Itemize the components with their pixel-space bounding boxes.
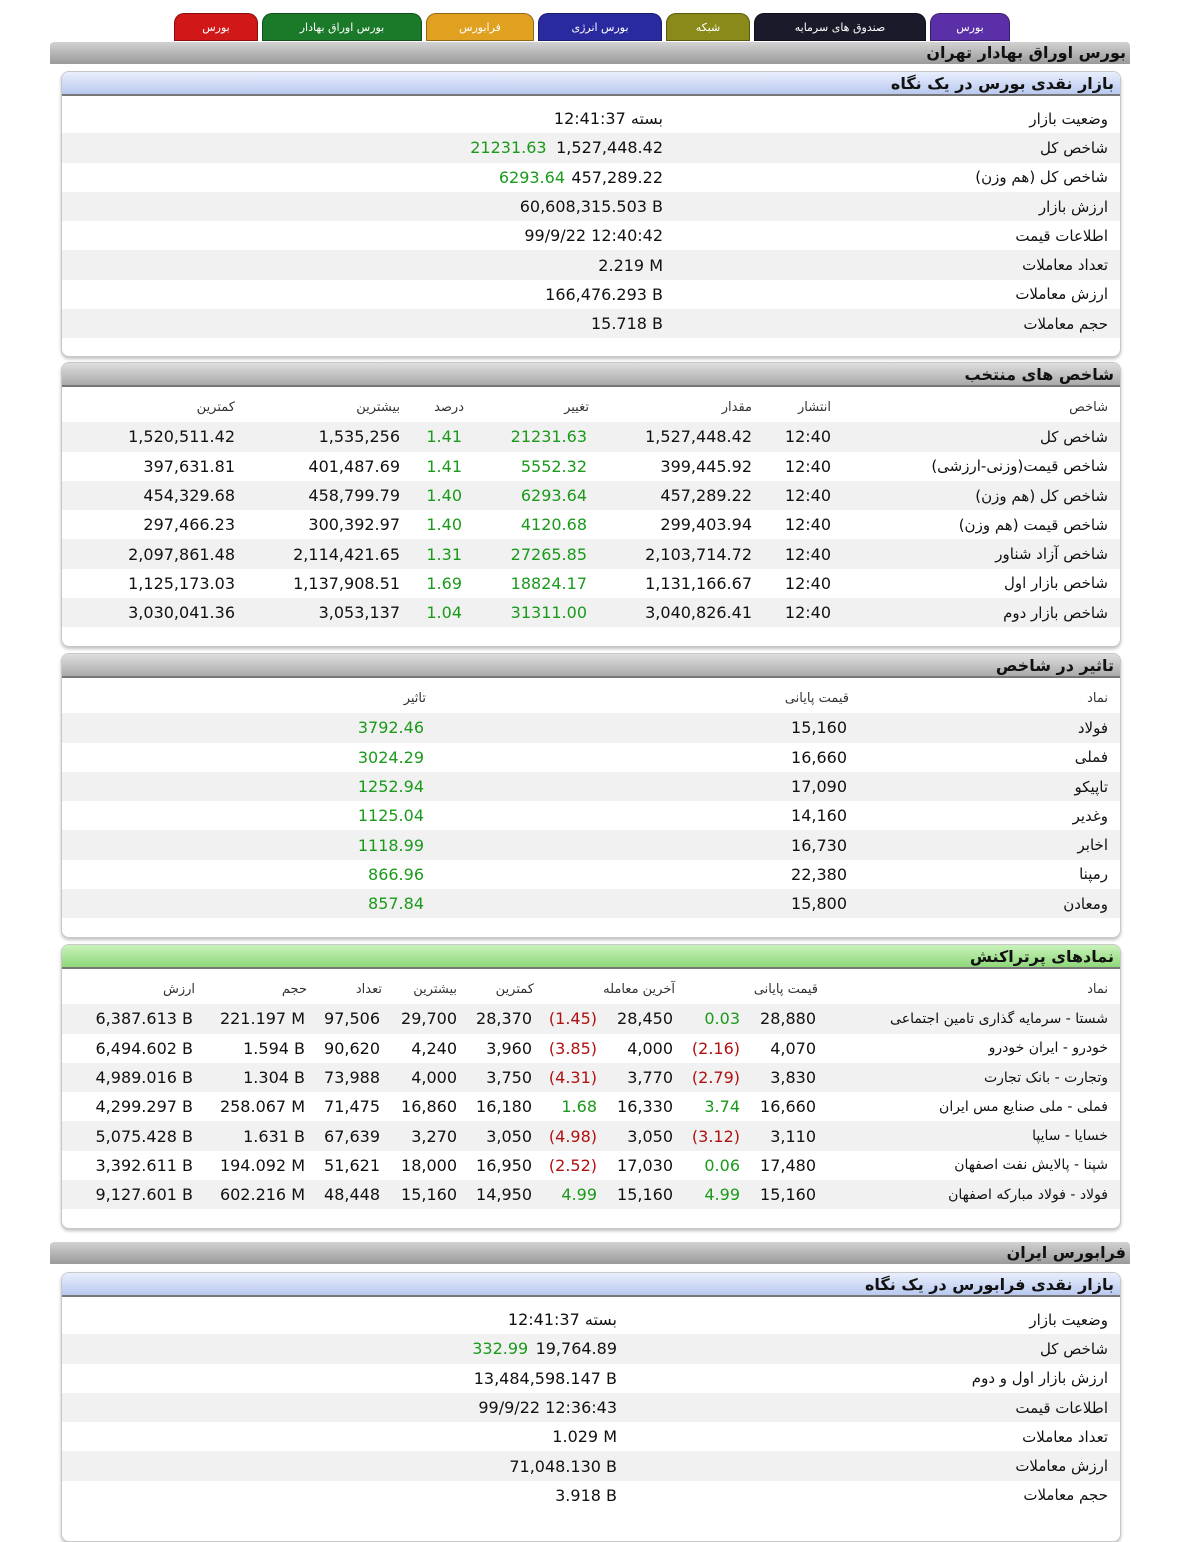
index-time: 12:40 — [784, 515, 831, 535]
index-time: 12:40 — [784, 427, 831, 447]
row-value: 1,527,448.42 — [556, 138, 663, 158]
active-count: 97,506 — [324, 1009, 380, 1029]
col-header-effect: تاثیر — [403, 691, 426, 707]
impact-symbol: رمپنا — [1079, 865, 1108, 884]
index-min: 3,030,041.36 — [128, 603, 235, 623]
section-title: بورس اوراق بهادار تهران — [926, 43, 1126, 62]
table-row — [62, 539, 1120, 568]
col-header-min: کمترین — [196, 400, 235, 416]
impact-close: 14,160 — [791, 806, 847, 826]
active-last-change: (3.85) — [548, 1038, 597, 1058]
glance-row — [62, 309, 1120, 338]
active-value: 9,127.601 B — [95, 1185, 193, 1205]
row-label: اطلاعات قیمت — [1015, 1398, 1108, 1417]
active-last-change: (2.52) — [548, 1155, 597, 1175]
col-header-name: شاخص — [1069, 400, 1108, 416]
active-symbol: خسایا - سایپا — [1032, 1128, 1108, 1145]
impact-header-row — [62, 684, 1120, 713]
active-max: 18,000 — [401, 1155, 457, 1175]
index-name: شاخص قیمت(وزنی-ارزشی) — [931, 457, 1108, 476]
active-close-change: (3.12) — [691, 1126, 740, 1146]
index-change: 4120.68 — [520, 515, 587, 535]
panel-title: بازار نقدی فرابورس در یک نگاه — [62, 1273, 1120, 1297]
tab-5[interactable]: فرابورس — [426, 13, 534, 41]
tab-1[interactable]: بورس — [930, 13, 1010, 41]
tab-6[interactable]: بورس اوراق بهادار — [262, 13, 422, 41]
active-min: 3,750 — [486, 1068, 532, 1088]
col-header-last: آخرین معامله — [603, 982, 675, 998]
glance-row — [62, 1451, 1120, 1480]
glance-row — [62, 1305, 1120, 1334]
index-value: 3,040,826.41 — [645, 603, 752, 623]
indices-table — [62, 387, 1120, 627]
row-value: 457,289.22 — [571, 167, 663, 187]
glance-row — [62, 104, 1120, 133]
impact-close: 16,660 — [791, 747, 847, 767]
active-close-change: (2.16) — [691, 1038, 740, 1058]
index-pct: 1.31 — [426, 544, 462, 564]
table-row — [62, 889, 1120, 918]
active-header-row — [62, 975, 1120, 1004]
active-value: 4,299.297 B — [95, 1097, 193, 1117]
row-value: 60,608,315.503 B — [519, 197, 663, 217]
impact-symbol: تاپیکو — [1074, 777, 1108, 796]
active-last-change: 4.99 — [561, 1185, 597, 1205]
impact-symbol: اخابر — [1077, 836, 1108, 855]
panel-impact — [61, 653, 1121, 938]
index-time: 12:40 — [784, 603, 831, 623]
table-row — [62, 452, 1120, 481]
index-change: 5552.32 — [520, 456, 587, 476]
index-min: 1,520,511.42 — [128, 427, 235, 447]
section-header-tse — [50, 42, 1130, 64]
row-label: تعداد معاملات — [1022, 1427, 1108, 1446]
active-last: 15,160 — [617, 1185, 673, 1205]
glance-row — [62, 163, 1120, 192]
active-volume: 221.197 M — [219, 1009, 305, 1029]
active-last-change: (4.98) — [548, 1126, 597, 1146]
index-min: 454,329.68 — [143, 486, 235, 506]
index-change: 31311.00 — [510, 603, 587, 623]
active-count: 71,475 — [324, 1097, 380, 1117]
active-last: 17,030 — [617, 1155, 673, 1175]
row-value: 1.029 M — [552, 1427, 617, 1447]
active-min: 28,370 — [476, 1009, 532, 1029]
impact-symbol: ومعادن — [1063, 894, 1108, 913]
col-header-max: بیشترین — [356, 400, 400, 416]
tab-2[interactable]: صندوق های سرمایه — [754, 13, 926, 41]
row-value: 13,484,598.147 B — [473, 1368, 617, 1388]
active-volume: 602.216 M — [219, 1185, 305, 1205]
indices-header-row — [62, 393, 1120, 422]
row-value: 2.219 M — [598, 255, 663, 275]
active-max: 3,270 — [411, 1126, 457, 1146]
active-max: 29,700 — [401, 1009, 457, 1029]
glance-row — [62, 1364, 1120, 1393]
active-last: 3,050 — [627, 1126, 673, 1146]
index-max: 3,053,137 — [318, 603, 400, 623]
index-value: 1,131,166.67 — [645, 573, 752, 593]
active-last: 16,330 — [617, 1097, 673, 1117]
table-row — [62, 569, 1120, 598]
index-min: 397,631.81 — [143, 456, 235, 476]
index-max: 1,137,908.51 — [293, 573, 400, 593]
table-row — [62, 1063, 1120, 1092]
table-row — [62, 1092, 1120, 1121]
active-last: 4,000 — [627, 1038, 673, 1058]
active-close: 16,660 — [760, 1097, 816, 1117]
glance-row — [62, 1334, 1120, 1363]
glance-table — [62, 96, 1120, 338]
impact-effect: 1118.99 — [357, 835, 424, 855]
active-count: 67,639 — [324, 1126, 380, 1146]
section-header-ifb — [50, 1242, 1130, 1264]
row-change: 332.99 — [472, 1339, 529, 1359]
table-row — [62, 860, 1120, 889]
table-row — [62, 481, 1120, 510]
tab-4[interactable]: بورس انرژی — [538, 13, 662, 41]
active-close-change: 0.03 — [704, 1009, 740, 1029]
row-value: 15.718 B — [590, 314, 663, 334]
row-label: ارزش بازار — [1038, 197, 1108, 216]
active-close-change: 4.99 — [704, 1185, 740, 1205]
glance-table — [62, 1297, 1120, 1510]
col-header-close: قیمت پایانی — [784, 691, 849, 707]
impact-symbol: فولاد — [1077, 718, 1108, 737]
index-max: 300,392.97 — [308, 515, 400, 535]
glance-row — [62, 192, 1120, 221]
index-name: شاخص قیمت (هم وزن) — [958, 515, 1108, 534]
active-last-change: (4.31) — [548, 1068, 597, 1088]
active-close: 3,110 — [770, 1126, 816, 1146]
row-label: اطلاعات قیمت — [1015, 226, 1108, 245]
table-row — [62, 1004, 1120, 1033]
impact-close: 17,090 — [791, 777, 847, 797]
market-tabs — [160, 13, 1010, 43]
index-max: 1,535,256 — [318, 427, 400, 447]
table-row — [62, 743, 1120, 772]
active-max: 15,160 — [401, 1185, 457, 1205]
active-close: 15,160 — [760, 1185, 816, 1205]
active-close: 4,070 — [770, 1038, 816, 1058]
glance-row — [62, 221, 1120, 250]
active-max: 16,860 — [401, 1097, 457, 1117]
row-value: 71,048.130 B — [509, 1456, 617, 1476]
row-label: ارزش بازار اول و دوم — [971, 1369, 1108, 1388]
impact-effect: 1252.94 — [357, 777, 424, 797]
active-last-change: 1.68 — [561, 1097, 597, 1117]
index-pct: 1.40 — [426, 486, 462, 506]
row-value: 99/9/22 12:40:42 — [524, 226, 663, 246]
index-pct: 1.40 — [426, 515, 462, 535]
table-row — [62, 510, 1120, 539]
active-close-change: (2.79) — [691, 1068, 740, 1088]
index-pct: 1.41 — [426, 456, 462, 476]
panel-title: نمادهای پرتراکنش — [62, 945, 1120, 969]
active-count: 90,620 — [324, 1038, 380, 1058]
active-min: 16,950 — [476, 1155, 532, 1175]
table-row — [62, 801, 1120, 830]
active-symbol: خودرو - ایران خودرو — [988, 1040, 1108, 1057]
active-close-change: 3.74 — [704, 1097, 740, 1117]
active-value: 6,494.602 B — [95, 1038, 193, 1058]
active-close: 17,480 — [760, 1155, 816, 1175]
impact-close: 15,160 — [791, 718, 847, 738]
index-time: 12:40 — [784, 486, 831, 506]
col-header-value: ارزش — [162, 982, 195, 998]
glance-row — [62, 133, 1120, 162]
row-label: شاخص کل — [1039, 138, 1108, 157]
impact-close: 22,380 — [791, 864, 847, 884]
index-value: 299,403.94 — [660, 515, 752, 535]
active-value: 4,989.016 B — [95, 1068, 193, 1088]
active-symbol: شستا - سرمایه گذاری تامین اجتماعی — [890, 1010, 1108, 1027]
col-header-symbol: نماد — [1087, 982, 1108, 998]
active-count: 73,988 — [324, 1068, 380, 1088]
index-change: 18824.17 — [510, 573, 587, 593]
col-header-volume: حجم — [281, 982, 307, 998]
active-volume: 194.092 M — [219, 1155, 305, 1175]
table-row — [62, 1180, 1120, 1209]
row-value: بسته 12:41:37 — [553, 109, 663, 129]
row-value: 166,476.293 B — [545, 284, 663, 304]
index-min: 297,466.23 — [143, 515, 235, 535]
col-header-max: بیشترین — [413, 982, 457, 998]
index-max: 401,487.69 — [308, 456, 400, 476]
table-row — [62, 1151, 1120, 1180]
impact-symbol: فملی — [1074, 748, 1108, 767]
active-min: 14,950 — [476, 1185, 532, 1205]
glance-row — [62, 250, 1120, 279]
glance-row — [62, 1481, 1120, 1510]
panel-active-symbols — [61, 944, 1121, 1229]
index-max: 2,114,421.65 — [293, 544, 400, 564]
col-header-time: انتشار — [798, 400, 831, 416]
active-value: 3,392.611 B — [95, 1155, 193, 1175]
panel-indices — [61, 362, 1121, 647]
active-count: 48,448 — [324, 1185, 380, 1205]
table-row — [62, 1034, 1120, 1063]
index-pct: 1.04 — [426, 603, 462, 623]
col-header-symbol: نماد — [1087, 691, 1108, 707]
index-pct: 1.41 — [426, 427, 462, 447]
impact-effect: 857.84 — [368, 894, 424, 914]
row-label: ارزش معاملات — [1015, 285, 1108, 304]
col-header-value: مقدار — [721, 400, 752, 416]
index-name: شاخص کل — [1039, 427, 1108, 446]
row-value: 3.918 B — [555, 1485, 617, 1505]
active-last: 3,770 — [627, 1068, 673, 1088]
active-symbol: فملی - ملی صنایع مس ایران — [939, 1098, 1108, 1115]
active-volume: 1.594 B — [243, 1038, 305, 1058]
active-volume: 258.067 M — [219, 1097, 305, 1117]
table-row — [62, 1121, 1120, 1150]
panel-ifb-glance — [61, 1272, 1121, 1542]
row-label: وضعیت بازار — [1029, 109, 1108, 128]
active-symbol: وتجارت - بانک تجارت — [983, 1069, 1108, 1086]
index-value: 1,527,448.42 — [645, 427, 752, 447]
active-min: 16,180 — [476, 1097, 532, 1117]
active-count: 51,621 — [324, 1155, 380, 1175]
row-label: تعداد معاملات — [1022, 256, 1108, 275]
active-max: 4,000 — [411, 1068, 457, 1088]
row-change: 6293.64 — [498, 167, 565, 187]
index-pct: 1.69 — [426, 573, 462, 593]
active-min: 3,050 — [486, 1126, 532, 1146]
active-table — [62, 969, 1120, 1209]
row-change: 21231.63 — [470, 138, 547, 158]
panel-title: تاثیر در شاخص — [62, 654, 1120, 678]
table-row — [62, 772, 1120, 801]
glance-row — [62, 280, 1120, 309]
active-last: 28,450 — [617, 1009, 673, 1029]
active-close: 28,880 — [760, 1009, 816, 1029]
row-label: ارزش معاملات — [1015, 1457, 1108, 1476]
section-title: فرابورس ایران — [1006, 1243, 1126, 1262]
active-volume: 1.631 B — [243, 1126, 305, 1146]
row-label: وضعیت بازار — [1029, 1310, 1108, 1329]
index-max: 458,799.79 — [308, 486, 400, 506]
index-time: 12:40 — [784, 573, 831, 593]
row-value: 19,764.89 — [535, 1339, 617, 1359]
impact-effect: 1125.04 — [357, 806, 424, 826]
impact-effect: 3024.29 — [357, 747, 424, 767]
table-row — [62, 598, 1120, 627]
index-value: 457,289.22 — [660, 486, 752, 506]
active-value: 6,387.613 B — [95, 1009, 193, 1029]
panel-tse-glance — [61, 71, 1121, 357]
row-value: 99/9/22 12:36:43 — [478, 1398, 617, 1418]
active-last-change: (1.45) — [548, 1009, 597, 1029]
active-min: 3,960 — [486, 1038, 532, 1058]
row-label: حجم معاملات — [1023, 1486, 1108, 1505]
index-change: 21231.63 — [510, 427, 587, 447]
active-max: 4,240 — [411, 1038, 457, 1058]
index-time: 12:40 — [784, 544, 831, 564]
table-row — [62, 713, 1120, 742]
glance-row — [62, 1393, 1120, 1422]
impact-close: 16,730 — [791, 835, 847, 855]
row-label: حجم معاملات — [1023, 314, 1108, 333]
index-min: 1,125,173.03 — [128, 573, 235, 593]
col-header-pct: درصد — [434, 400, 464, 416]
active-symbol: شپنا - پالایش نفت اصفهان — [954, 1157, 1108, 1174]
col-header-count: تعداد — [355, 982, 382, 998]
row-label: شاخص کل — [1039, 1339, 1108, 1358]
impact-effect: 866.96 — [368, 864, 424, 884]
index-value: 2,103,714.72 — [645, 544, 752, 564]
tab-3[interactable]: شبکه — [666, 13, 750, 41]
index-value: 399,445.92 — [660, 456, 752, 476]
active-close: 3,830 — [770, 1068, 816, 1088]
index-name: شاخص آزاد شناور — [995, 545, 1108, 564]
index-name: شاخص کل (هم وزن) — [975, 486, 1108, 505]
index-min: 2,097,861.48 — [128, 544, 235, 564]
panel-title: شاخص های منتخب — [62, 363, 1120, 387]
impact-close: 15,800 — [791, 894, 847, 914]
panel-title: بازار نقدی بورس در یک نگاه — [62, 72, 1120, 96]
active-close-change: 0.06 — [704, 1155, 740, 1175]
impact-table — [62, 678, 1120, 918]
index-name: شاخص بازار دوم — [1003, 603, 1108, 622]
col-header-change: تغییر — [564, 400, 589, 416]
active-symbol: فولاد - فولاد مبارکه اصفهان — [948, 1186, 1108, 1203]
row-label: شاخص کل (هم وزن) — [975, 168, 1108, 187]
active-volume: 1.304 B — [243, 1068, 305, 1088]
glance-row — [62, 1422, 1120, 1451]
col-header-close: قیمت پایانی — [753, 982, 818, 998]
index-time: 12:40 — [784, 456, 831, 476]
tab-7[interactable]: بورس — [174, 13, 258, 41]
index-name: شاخص بازار اول — [1003, 574, 1108, 593]
table-row — [62, 422, 1120, 451]
col-header-min: کمترین — [495, 982, 534, 998]
active-value: 5,075.428 B — [95, 1126, 193, 1146]
table-row — [62, 830, 1120, 859]
impact-symbol: وغدیر — [1072, 806, 1108, 825]
index-change: 27265.85 — [510, 544, 587, 564]
row-value: بسته 12:41:37 — [507, 1310, 617, 1330]
impact-effect: 3792.46 — [357, 718, 424, 738]
index-change: 6293.64 — [520, 486, 587, 506]
